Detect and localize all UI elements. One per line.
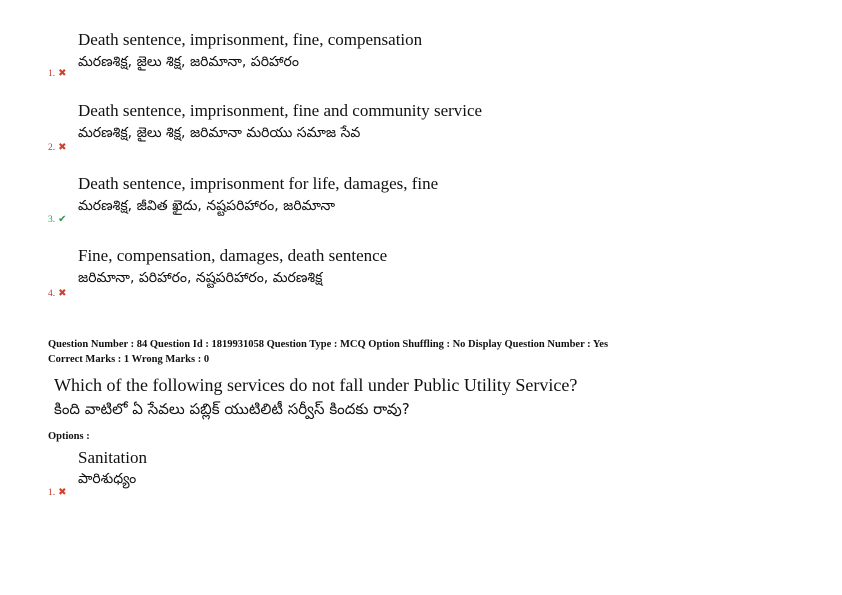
- option-text-english: Death sentence, imprisonment, fine and community service: [78, 101, 483, 120]
- option-text-english: Sanitation: [78, 448, 147, 467]
- option-text-telugu: పారిశుధ్యం: [78, 471, 137, 487]
- wrong-mark-icon: ✖: [58, 487, 67, 498]
- option-number: [48, 214, 67, 226]
- option-number: [48, 288, 67, 300]
- option-number-label: 1.: [48, 488, 56, 498]
- option-number-label: 2.: [48, 143, 56, 153]
- question-marks: Correct Marks : 1 Wrong Marks : 0: [48, 354, 210, 365]
- correct-check-icon: ✔: [58, 214, 67, 225]
- question-text-english: Which of the following services do not fall under Public Utility Service?: [54, 375, 578, 395]
- option-number: [48, 487, 67, 499]
- options-label: Options :: [48, 431, 90, 442]
- option-text-telugu: మరణశిక్ష, జైలు శిక్ష, జరిమానా మరియు సమాజ సేవ: [78, 125, 361, 141]
- option-number-label: 1.: [48, 69, 56, 79]
- option-number-label: 4.: [48, 289, 56, 299]
- wrong-mark-icon: ✖: [58, 288, 67, 299]
- option-text-english: Fine, compensation, damages, death sentence: [78, 246, 388, 265]
- option-text-telugu: మరణశిక్ష, జైలు శిక్ష, జరిమానా, పరిహారం: [78, 54, 299, 70]
- option-text-english: Death sentence, imprisonment, fine, compensation: [78, 30, 423, 49]
- option-number-label: 3.: [48, 215, 56, 225]
- option-text-english: Death sentence, imprisonment for life, damages, fine: [78, 174, 439, 193]
- question-text-telugu: కింది వాటిలో ఏ సేవలు పబ్లిక్ యుటిలిటీ సర్వీస్ కిందకు రావు?: [54, 400, 410, 418]
- option-text-telugu: మరణశిక్ష, జీవిత ఖైదు, నష్టపరిహారం, జరిమానా: [78, 198, 336, 214]
- question-meta: Question Number : 84 Question Id : 1819931058 Question Type : MCQ Option Shuffling : No Display Question Number : Yes: [48, 339, 609, 350]
- option-number: [48, 68, 67, 80]
- option-number: [48, 142, 67, 154]
- wrong-mark-icon: ✖: [58, 142, 67, 153]
- wrong-mark-icon: ✖: [58, 68, 67, 79]
- option-text-telugu: జరిమానా, పరిహారం, నష్టపరిహారం, మరణశిక్ష: [78, 270, 323, 286]
